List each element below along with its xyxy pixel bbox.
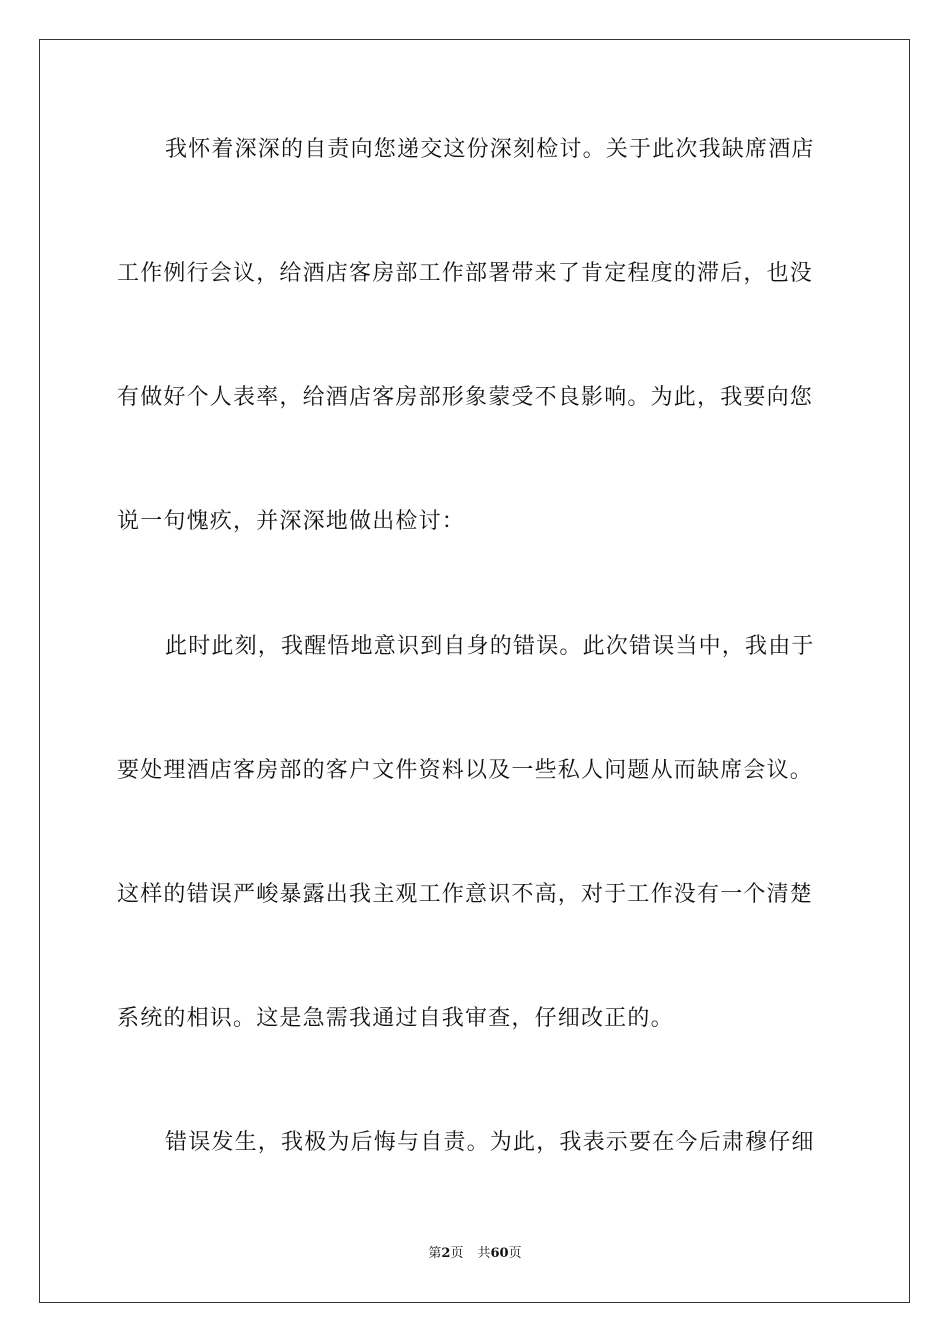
paragraph-2-line-4: 系统的相识。这是急需我通过自我审查，仔细改正的。: [117, 1006, 674, 1031]
paragraph-1-line-2: 工作例行会议，给酒店客房部工作部署带来了肯定程度的滞后，也没: [117, 261, 814, 286]
total-suffix: 页: [508, 1246, 522, 1261]
paragraph-1-line-1: 我怀着深深的自责向您递交这份深刻检讨。关于此次我缺席酒店: [165, 137, 815, 162]
paragraph-2-line-1: 此时此刻，我醒悟地意识到自身的错误。此次错误当中，我由于: [165, 634, 815, 659]
paragraph-2-line-3: 这样的错误严峻暴露出我主观工作意识不高，对于工作没有一个清楚: [117, 882, 814, 907]
page-suffix: 页: [450, 1246, 464, 1261]
page-footer: [0, 1245, 950, 1263]
page-number: 2: [441, 1246, 451, 1261]
paragraph-1-line-3: 有做好个人表率，给酒店客房部形象蒙受不良影响。为此，我要向您: [117, 385, 814, 410]
total-prefix: 共: [477, 1246, 491, 1261]
paragraph-2-line-2: 要处理酒店客房部的客户文件资料以及一些私人问题从而缺席会议。: [117, 758, 814, 783]
paragraph-3-line-1: 错误发生，我极为后悔与自责。为此，我表示要在今后肃穆仔细: [165, 1130, 815, 1155]
page-prefix: 第: [428, 1246, 442, 1261]
page-border: [39, 39, 910, 1303]
paragraph-1-line-4: 说一句愧疚，并深深地做出检讨：: [117, 509, 466, 534]
total-pages: 60: [490, 1246, 509, 1261]
